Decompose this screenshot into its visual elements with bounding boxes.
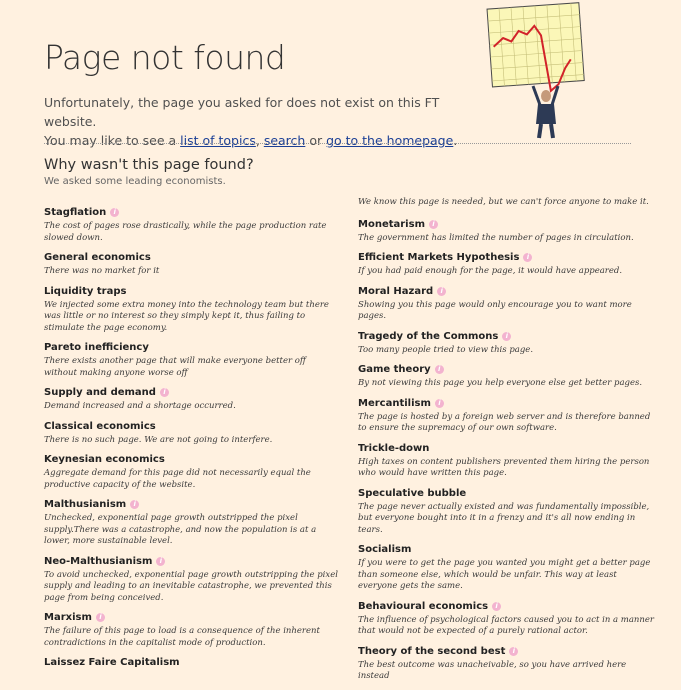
economics-item [358, 442, 658, 480]
term-label: General economics [44, 252, 151, 263]
economics-definition: We injected some extra money into the technology team but there was little or no interest so they simply kept it, thus failing to stimulate the page economy. [44, 299, 329, 333]
info-icon[interactable]: i [160, 388, 169, 397]
economics-item [358, 487, 658, 537]
divider [44, 143, 631, 144]
info-icon[interactable]: i [492, 602, 501, 611]
term-label: Moral Hazard [358, 285, 434, 297]
page-title: Page not found [44, 38, 286, 77]
economics-term [358, 543, 658, 556]
term-label: Game theory [358, 364, 431, 375]
economics-term [358, 251, 658, 264]
economics-term [44, 251, 340, 264]
info-icon[interactable]: i [429, 220, 438, 229]
search-link[interactable]: search [263, 133, 306, 148]
info-icon[interactable]: i [435, 399, 444, 408]
economics-term [44, 206, 340, 219]
falling-chart-illustration [478, 0, 588, 140]
info-icon[interactable]: i [509, 647, 518, 656]
economics-term [44, 555, 340, 568]
economics-item [44, 656, 340, 669]
term-label: Liquidity traps [44, 285, 127, 297]
economics-definition: Aggregate demand for this page did not necessarily equal the productive capacity of the website. [44, 468, 311, 490]
economics-definition: Too many people tried to view this page. [358, 344, 534, 355]
right-intro-text: We know this page is needed, but we can't force anyone to make it. [358, 197, 649, 207]
economics-term [358, 285, 658, 298]
info-icon[interactable]: i [437, 287, 446, 296]
economics-definition: By not viewing this page you help everyone else get better pages. [358, 378, 643, 388]
economics-item [358, 543, 658, 593]
term-label: Classical economics [44, 420, 156, 432]
economics-term [44, 656, 340, 669]
info-icon[interactable]: i [130, 500, 139, 509]
term-label: Pareto inefficiency [44, 342, 149, 353]
info-icon[interactable]: i [502, 332, 511, 341]
term-label: Mercantilism [358, 397, 431, 409]
economics-item [44, 285, 340, 335]
economics-definition: High taxes on content publishers prevented them hiring the person who would have written this page. [358, 456, 650, 478]
economics-item [44, 611, 340, 649]
economics-term [358, 363, 658, 376]
economics-item [358, 645, 658, 683]
term-label: Keynesian economics [44, 454, 165, 465]
economics-definition: The page never actually existed and was fundamentally impossible, but everyone bought into it in a frenzy and it's all now ending in tears. [358, 501, 650, 535]
economics-item [358, 330, 658, 357]
economics-term [44, 420, 340, 433]
economics-item [44, 341, 340, 379]
economics-item [44, 498, 340, 548]
economics-item [358, 285, 658, 323]
economics-term [44, 285, 340, 298]
economics-definition: Demand increased and a shortage occurred. [44, 401, 236, 411]
economics-definition: The best outcome was unacheivable, so you have arrived here instead [358, 659, 627, 681]
economics-term [358, 330, 658, 343]
economics-term [44, 453, 340, 466]
term-label: Neo-Malthusianism [44, 555, 153, 567]
term-label: Speculative bubble [358, 487, 467, 499]
economics-item [44, 555, 340, 605]
economics-definition: The government has limited the number of pages in circulation. [358, 232, 634, 243]
economics-definition: To avoid unchecked, exponential page growth outstripping the pixel supply and leading to an inevitable catastrophe, we prevented this page from being conceived. [44, 569, 338, 603]
economics-term [358, 397, 658, 410]
term-label: Stagflation [44, 207, 107, 218]
economics-definition: The cost of pages rose drastically, while the page production rate slowed down. [44, 221, 327, 243]
info-icon[interactable]: i [96, 613, 105, 622]
right-column [358, 197, 658, 690]
economics-item [44, 386, 340, 413]
term-label: Malthusianism [44, 499, 127, 510]
term-label: Socialism [358, 544, 412, 555]
economics-definition: There exists another page that will make everyone better off without making anyone worse off [44, 356, 306, 378]
intro-line-2 [44, 131, 474, 150]
term-label: Marxism [44, 612, 92, 623]
term-label: Tragedy of the Commons [358, 330, 499, 342]
list-of-topics-link[interactable]: list of topics [180, 133, 256, 148]
term-label: Supply and demand [44, 387, 156, 398]
intro-suffix: . [453, 133, 458, 148]
intro-sep-2: or [305, 133, 327, 148]
economics-item [44, 453, 340, 491]
info-icon[interactable]: i [156, 557, 165, 566]
economics-definition: If you were to get the page you wanted you might get a better page than someone else, which would be unfair. This way at least everyone gets the same. [358, 558, 651, 591]
term-label: Monetarism [358, 218, 425, 230]
intro-text [44, 93, 474, 150]
economics-item [358, 251, 658, 278]
economics-term [44, 341, 340, 354]
info-icon[interactable]: i [110, 208, 119, 217]
left-column [44, 206, 340, 676]
economics-item [358, 600, 658, 638]
why-subheading: We asked some leading economists. [44, 176, 226, 187]
economics-term [44, 498, 340, 511]
economics-term [358, 487, 658, 500]
economics-item [44, 206, 340, 244]
info-icon[interactable]: i [523, 253, 532, 262]
intro-line-1: Unfortunately, the page you asked for does not exist on this FT website. [44, 95, 440, 129]
economics-term [358, 218, 658, 231]
intro-sep-1: , [255, 133, 264, 148]
economics-term [358, 645, 658, 658]
info-icon[interactable]: i [435, 365, 444, 374]
economics-term [44, 386, 340, 399]
right-item-list [358, 218, 658, 683]
economics-item [44, 251, 340, 278]
economics-definition: If you had paid enough for the page, it would have appeared. [358, 266, 623, 276]
term-label: Theory of the second best [358, 645, 506, 657]
why-heading: Why wasn't this page found? [44, 157, 254, 173]
term-label: Laissez Faire Capitalism [44, 657, 180, 668]
economics-term [358, 442, 658, 455]
economics-definition: The influence of psychological factors caused you to act in a manner that would not be expected of a purely rational actor. [358, 614, 654, 636]
economics-item [358, 397, 658, 435]
economics-term [44, 611, 340, 624]
economics-item [358, 363, 658, 390]
term-label: Behavioural economics [358, 600, 489, 612]
economics-definition: There was no market for it [44, 266, 160, 276]
economics-definition: There is no such page. We are not going to interfere. [44, 434, 273, 445]
economics-definition: Showing you this page would only encourage you to want more pages. [358, 299, 632, 321]
economics-item [44, 420, 340, 447]
term-label: Trickle-down [358, 442, 430, 454]
term-label: Efficient Markets Hypothesis [358, 252, 520, 263]
economics-definition: The page is hosted by a foreign web server and is therefore banned to ensure the supremacy of our own software. [358, 411, 651, 433]
intro-prefix: You may like to see a [44, 133, 181, 148]
homepage-link[interactable]: go to the homepage [326, 133, 454, 148]
economics-definition: The failure of this page to load is a consequence of the inherent contradictions in the capitalist mode of production. [44, 626, 320, 648]
economics-item [358, 218, 658, 245]
economics-definition: Unchecked, exponential page growth outstripped the pixel supply.There was a catastrophe, and now the population is at a lower, more sustainable level. [44, 513, 317, 546]
economics-term [358, 600, 658, 613]
